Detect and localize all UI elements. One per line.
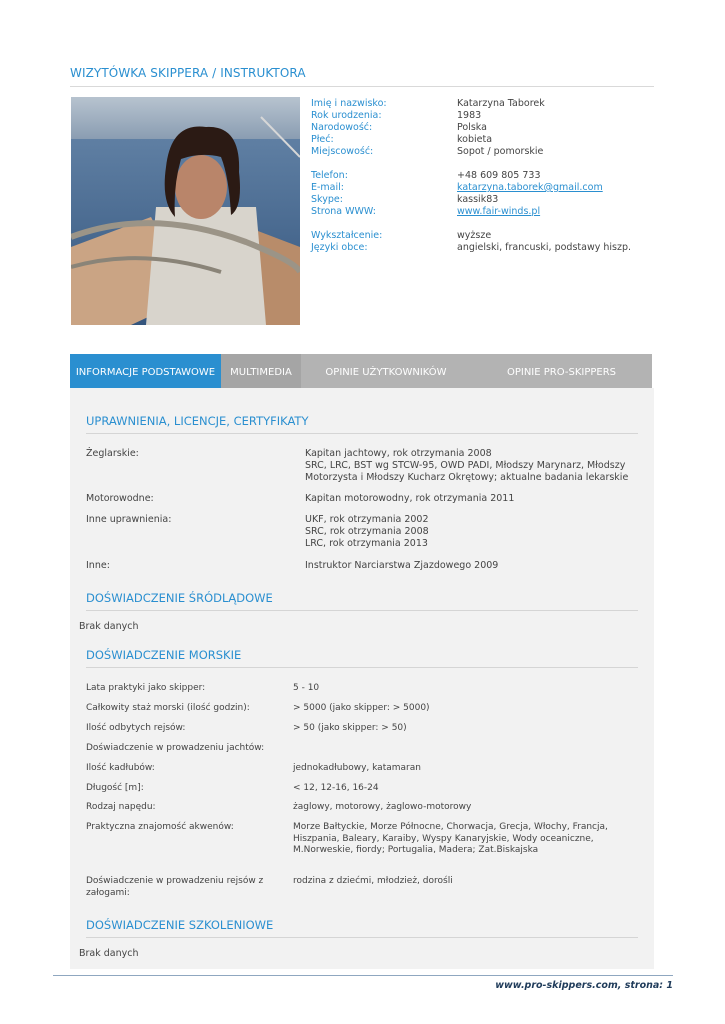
license-line: SRC, LRC, BST wg STCW-95, OWD PADI, Młodszy Marynarz, Młodszy (305, 460, 626, 471)
footer-divider (53, 975, 673, 976)
license-line: Kapitan motorowodny, rok otrzymania 2011 (305, 493, 515, 504)
license-value (305, 448, 635, 484)
title-divider (70, 86, 654, 87)
inland-nodata: Brak danych (79, 621, 139, 632)
skype-value: kassik83 (457, 194, 499, 205)
contact-label: Telefon: (311, 170, 348, 181)
contact-row-phone (311, 170, 661, 182)
profile-label: Miejscowość: (311, 146, 374, 157)
profile-photo (71, 97, 300, 325)
sea-heading: DOŚWIADCZENIE MORSKIE (86, 648, 242, 662)
profile-label: Imię i nazwisko: (311, 98, 387, 109)
sea-key: Praktyczna znajomość akwenów: (86, 822, 234, 832)
profile-value: kobieta (457, 134, 493, 145)
tab-content (70, 388, 654, 969)
tab-bar (70, 354, 652, 388)
license-key: Inne: (86, 560, 110, 571)
profile-label: Rok urodzenia: (311, 110, 382, 121)
sea-value: żaglowy, motorowy, żaglowo-motorowy (293, 802, 472, 812)
education-row (311, 230, 661, 242)
sea-value: < 12, 12-16, 16-24 (293, 783, 379, 793)
license-line: Kapitan jachtowy, rok otrzymania 2008 (305, 448, 492, 459)
profile-details (311, 98, 661, 254)
section-divider (86, 610, 638, 611)
sea-value: 5 - 10 (293, 683, 320, 693)
profile-label: Płeć: (311, 134, 334, 145)
email-link[interactable]: katarzyna.taborek@gmail.com (457, 182, 603, 193)
license-key: Żeglarskie: (86, 448, 139, 459)
training-nodata: Brak danych (79, 948, 139, 959)
contact-label: Strona WWW: (311, 206, 376, 217)
phone-value: +48 609 805 733 (457, 170, 541, 181)
profile-value: 1983 (457, 110, 482, 121)
profile-row-birth (311, 110, 661, 122)
license-key: Motorowodne: (86, 493, 154, 504)
contact-row-website (311, 206, 661, 218)
tab-pro-skippers-reviews[interactable]: OPINIE PRO-SKIPPERS (506, 367, 617, 378)
footer-text: www.pro-skippers.com, strona: 1 (495, 980, 673, 991)
license-line: SRC, rok otrzymania 2008 (305, 526, 429, 537)
section-divider (86, 667, 638, 668)
license-line: LRC, rok otrzymania 2013 (305, 538, 428, 549)
languages-row (311, 242, 661, 254)
section-divider (86, 433, 638, 434)
training-heading: DOŚWIADCZENIE SZKOLENIOWE (86, 918, 274, 932)
profile-row-nationality (311, 122, 661, 134)
contact-label: Skype: (311, 194, 343, 205)
profile-value: Katarzyna Taborek (457, 98, 545, 109)
website-link[interactable]: www.fair-winds.pl (457, 206, 541, 217)
sea-value: jednokadłubowy, katamaran (293, 763, 421, 773)
sea-key: Długość [m]: (86, 783, 144, 793)
sea-value: rodzina z dziećmi, młodzież, dorośli (293, 876, 453, 886)
sea-key: Ilość odbytych rejsów: (86, 723, 186, 733)
inland-heading: DOŚWIADCZENIE ŚRÓDLĄDOWE (86, 591, 273, 605)
contact-row-email (311, 182, 661, 194)
profile-row-city (311, 146, 661, 158)
profile-label: Narodowość: (311, 122, 373, 133)
license-key: Inne uprawnienia: (86, 514, 172, 525)
sea-key: Doświadczenie w prowadzeniu jachtów: (86, 743, 265, 753)
license-line: Instruktor Narciarstwa Zjazdowego 2009 (305, 560, 499, 571)
sea-value: > 5000 (jako skipper: > 5000) (293, 703, 430, 713)
profile-value: Polska (457, 122, 487, 133)
license-value (305, 560, 635, 572)
license-line: UKF, rok otrzymania 2002 (305, 514, 429, 525)
sea-key: Rodzaj napędu: (86, 802, 156, 812)
tab-multimedia[interactable]: MULTIMEDIA (221, 354, 301, 388)
education-label: Wykształcenie: (311, 230, 383, 241)
sea-key: Ilość kadłubów: (86, 763, 155, 773)
tab-user-reviews[interactable]: OPINIE UŻYTKOWNIKÓW (325, 367, 447, 378)
languages-value: angielski, francuski, podstawy hiszp. (457, 242, 632, 253)
licenses-heading: UPRAWNIENIA, LICENCJE, CERTYFIKATY (86, 414, 309, 428)
profile-row-name (311, 98, 661, 110)
sea-value: Morze Bałtyckie, Morze Północne, Chorwacja, Grecja, Włochy, Francja, Hiszpania, Baleary, Karaiby, Wyspy Kanaryjskie, Wody oceaniczne, M.Norweskie, fiordy; Portugalia, Madera; Zat.Biskajska (293, 822, 608, 855)
license-value (305, 514, 635, 550)
profile-row-gender (311, 134, 661, 146)
profile-value: Sopot / pomorskie (457, 146, 544, 157)
contact-label: E-mail: (311, 182, 344, 193)
sea-key: Lata praktyki jako skipper: (86, 683, 206, 693)
license-value (305, 493, 635, 505)
sea-value: > 50 (jako skipper: > 50) (293, 723, 407, 733)
page-title: WIZYTÓWKA SKIPPERA / INSTRUKTORA (70, 66, 306, 80)
tab-basic-info[interactable]: INFORMACJE PODSTAWOWE (70, 354, 221, 388)
license-line: Motorzysta i Młodszy Kucharz Okrętowy; aktualne badania lekarskie (305, 472, 629, 483)
sea-key: Doświadczenie w prowadzeniu rejsów z załogami: (86, 876, 264, 898)
contact-row-skype (311, 194, 661, 206)
education-value: wyższe (457, 230, 492, 241)
section-divider (86, 937, 638, 938)
languages-label: Języki obce: (311, 242, 368, 253)
sea-key: Całkowity staż morski (ilość godzin): (86, 703, 250, 713)
